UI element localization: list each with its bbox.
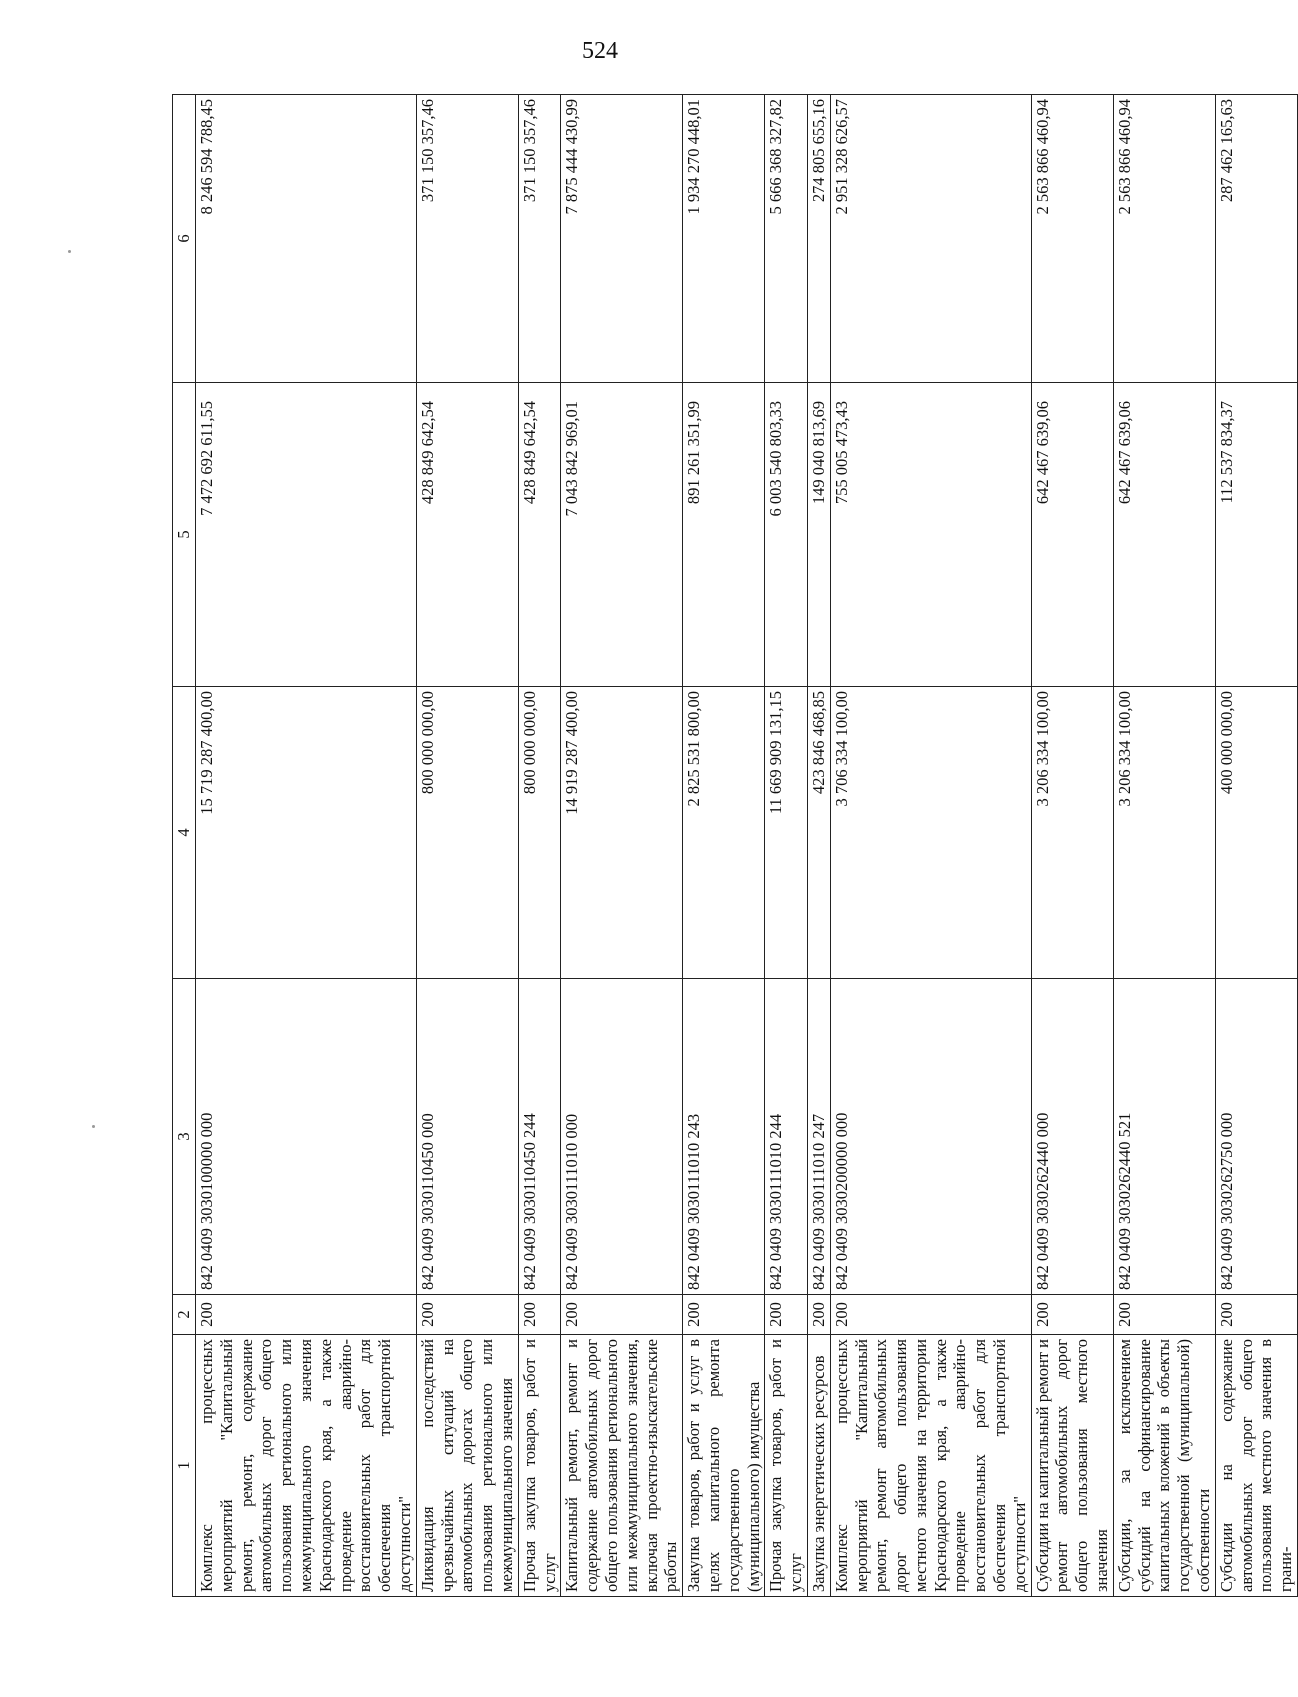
row-code: 200 [1215,1295,1297,1335]
scan-dot [92,1125,95,1128]
row-value-5: 428 849 642,54 [518,383,561,687]
row-value-4: 11 669 909 131,15 [765,687,808,979]
row-name: Закупка товаров, работ и услуг в целях капитального ремонта государственного (муниципального) имущества [683,1335,765,1597]
row-kbk: 842 0409 3030110450 244 [518,979,561,1295]
row-value-5: 6 003 540 803,33 [765,383,808,687]
budget-table [172,94,1298,1597]
table-row [196,95,417,1597]
col-header-2: 2 [173,1295,196,1335]
row-value-6: 2 563 866 460,94 [1113,95,1215,383]
row-value-4: 3 206 334 100,00 [1031,687,1113,979]
row-value-5: 7 472 692 611,55 [196,383,417,687]
row-value-6: 2 951 328 626,57 [830,95,1031,383]
rotated-table-container [172,95,1296,1597]
table-row [416,95,518,1597]
row-value-6: 5 666 368 327,82 [765,95,808,383]
row-value-5: 755 005 473,43 [830,383,1031,687]
row-value-4: 14 919 287 400,00 [561,687,683,979]
col-header-4: 4 [173,687,196,979]
table-row [1031,95,1113,1597]
row-value-4: 3 206 334 100,00 [1113,687,1215,979]
row-value-6: 371 150 357,46 [416,95,518,383]
row-value-6: 1 934 270 448,01 [683,95,765,383]
row-code: 200 [683,1295,765,1335]
row-name: Субсидии на содержание автомобильных дорог общего пользования местного значения в грани- [1215,1335,1297,1597]
row-value-4: 2 825 531 800,00 [683,687,765,979]
row-value-5: 149 040 813,69 [807,383,830,687]
table-row [561,95,683,1597]
table-row [807,95,830,1597]
row-value-6: 287 462 165,63 [1215,95,1297,383]
row-kbk: 842 0409 3030111010 244 [765,979,808,1295]
row-code: 200 [561,1295,683,1335]
row-value-5: 891 261 351,99 [683,383,765,687]
row-kbk: 842 0409 3030111010 247 [807,979,830,1295]
row-code: 200 [830,1295,1031,1335]
row-value-4: 800 000 000,00 [518,687,561,979]
row-value-5: 7 043 842 969,01 [561,383,683,687]
row-name: Капитальный ремонт, ремонт и содержание автомобильных дорог общего пользования регионального или межмуниципального значения, включая проектно-изыскательские работы [561,1335,683,1597]
row-kbk: 842 0409 3030111010 000 [561,979,683,1295]
row-code: 200 [518,1295,561,1335]
row-kbk: 842 0409 3030100000 000 [196,979,417,1295]
row-value-6: 371 150 357,46 [518,95,561,383]
table-row [518,95,561,1597]
scan-dot [68,250,71,253]
row-value-4: 800 000 000,00 [416,687,518,979]
row-name: Субсидии на капитальный ремонт и ремонт автомобильных дорог общего пользования местного значения [1031,1335,1113,1597]
row-code: 200 [416,1295,518,1335]
row-kbk: 842 0409 3030262750 000 [1215,979,1297,1295]
table-row [1113,95,1215,1597]
col-header-1: 1 [173,1335,196,1597]
row-name: Прочая закупка товаров, работ и услуг [765,1335,808,1597]
row-value-5: 428 849 642,54 [416,383,518,687]
row-kbk: 842 0409 3030110450 000 [416,979,518,1295]
row-code: 200 [1031,1295,1113,1335]
row-value-6: 274 805 655,16 [807,95,830,383]
row-name: Комплекс процессных мероприятий "Капитальный ремонт, ремонт автомобильных дорог общего пользования местного значения на территории Краснодарского края, а также проведение аварийно-восстановительных работ для обеспечения транспортной доступности" [830,1335,1031,1597]
row-kbk: 842 0409 3030262440 521 [1113,979,1215,1295]
row-code: 200 [196,1295,417,1335]
row-value-5: 112 537 834,37 [1215,383,1297,687]
col-header-6: 6 [173,95,196,383]
col-header-5: 5 [173,383,196,687]
row-code: 200 [807,1295,830,1335]
row-value-4: 423 846 468,85 [807,687,830,979]
header-row [173,95,196,1597]
row-code: 200 [1113,1295,1215,1335]
row-value-6: 8 246 594 788,45 [196,95,417,383]
row-name: Ликвидация последствий чрезвычайных ситуаций на автомобильных дорогах общего пользования регионального или межмуниципального значения [416,1335,518,1597]
table-row [683,95,765,1597]
row-value-5: 642 467 639,06 [1031,383,1113,687]
row-value-6: 2 563 866 460,94 [1031,95,1113,383]
row-name: Закупка энергетических ресурсов [807,1335,830,1597]
row-name: Субсидии, за исключением субсидий на софинансирование капитальных вложений в объекты государственной (муниципальной) собственности [1113,1335,1215,1597]
row-value-4: 400 000 000,00 [1215,687,1297,979]
col-header-3: 3 [173,979,196,1295]
row-kbk: 842 0409 3030262440 000 [1031,979,1113,1295]
table-row [765,95,808,1597]
row-value-6: 7 875 444 430,99 [561,95,683,383]
row-value-4: 15 719 287 400,00 [196,687,417,979]
page-number: 524 [582,38,618,64]
row-code: 200 [765,1295,808,1335]
table-row [1215,95,1297,1597]
row-name: Комплекс процессных мероприятий "Капитальный ремонт, ремонт, содержание автомобильных дорог общего пользования регионального или межмуниципального значения Краснодарского края, а также проведение аварийно-восстановительных работ для обеспечения транспортной доступности" [196,1335,417,1597]
row-kbk: 842 0409 3030111010 243 [683,979,765,1295]
row-value-5: 642 467 639,06 [1113,383,1215,687]
row-name: Прочая закупка товаров, работ и услуг [518,1335,561,1597]
row-value-4: 3 706 334 100,00 [830,687,1031,979]
row-kbk: 842 0409 3030200000 000 [830,979,1031,1295]
table-row [830,95,1031,1597]
